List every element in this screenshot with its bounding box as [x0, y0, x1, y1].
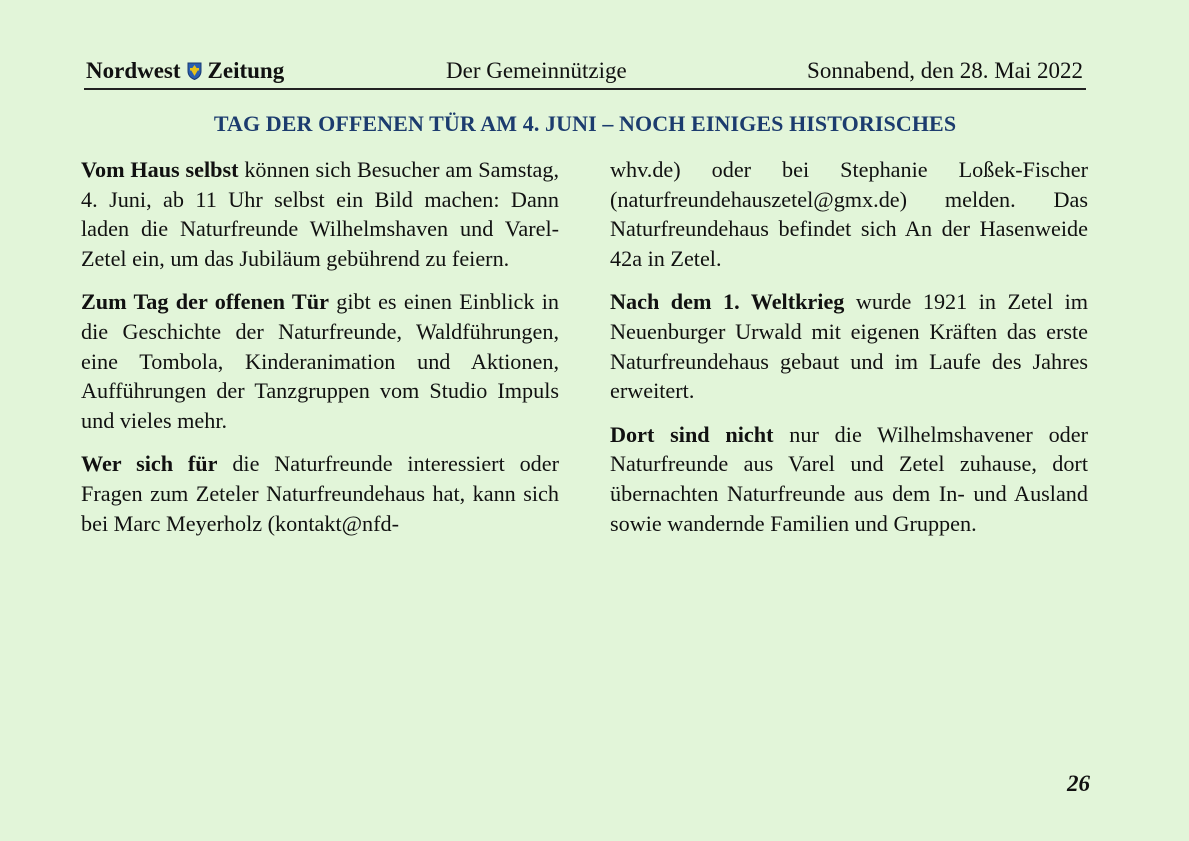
page-number: 26	[1067, 771, 1090, 796]
brand-name-left: Nordwest	[86, 58, 181, 83]
publication-title: Der Gemeinnützige	[446, 58, 627, 83]
paragraph	[610, 287, 1088, 405]
paragraph-text: wurde 1921 in Zetel im Neuenburger Urwald mit eigenen Kräften das erste Naturfreundehaus gebaut und im Laufe des Jahres erweitert.	[610, 289, 1088, 404]
paragraph	[81, 287, 559, 435]
coat-of-arms-icon	[187, 62, 202, 80]
paragraph	[81, 449, 559, 538]
paragraph	[81, 155, 559, 273]
paragraph-lead: Zum Tag der offenen Tür	[81, 289, 329, 315]
paragraph-lead: Vom Haus selbst	[81, 157, 239, 182]
paragraph-text: gibt es einen Einblick in die Geschichte der Naturfreunde, Waldführungen, eine Tombola, Kinderanimation und Aktionen, Aufführungen der Tanzgruppen vom Studio Impuls und vieles mehr.	[81, 289, 559, 433]
paragraph	[610, 420, 1088, 538]
paragraph-lead: Nach dem 1. Weltkrieg	[610, 289, 845, 315]
brand-name-right: Zeitung	[207, 58, 285, 83]
page-header	[84, 58, 1086, 90]
right-column	[610, 155, 1088, 552]
paragraph-text: können sich Besucher am Samstag, 4. Juni, ab 11 Uhr selbst ein Bild machen: Dann laden die Naturfreunde Wilhelmshaven und Varel-Zetel ein, um das Jubiläum gebührend zu feiern.	[81, 157, 559, 271]
paragraph-lead: Dort sind nicht	[610, 421, 774, 447]
paragraph-text: die Naturfreunde interessiert oder Fragen zum Zeteler Naturfreundehaus hat, kann sich bei Marc Meyerholz (kontakt@nfd-	[81, 451, 559, 536]
paragraph-text: nur die Wilhelmshavener oder Naturfreunde aus Varel und Zetel zuhause, dort übernachten Naturfreunde aus dem In- und Ausland sowie wandernde Familien und Gruppen.	[610, 421, 1088, 536]
issue-date: Sonnabend, den 28. Mai 2022	[807, 58, 1083, 83]
article-headline: TAG DER OFFENEN TÜR AM 4. JUNI – NOCH EINIGES HISTORISCHES	[213, 111, 957, 136]
paragraph-text: whv.de) oder bei Stephanie Loßek-Fischer (naturfreundehauszetel@gmx.de) melden. Das Naturfreundehaus befindet sich An der Hasenweide 42a in Zetel.	[610, 157, 1088, 271]
left-column	[81, 155, 559, 552]
paragraph	[610, 155, 1088, 273]
newspaper-logo	[86, 58, 284, 84]
paragraph-lead: Wer sich für	[81, 451, 218, 477]
